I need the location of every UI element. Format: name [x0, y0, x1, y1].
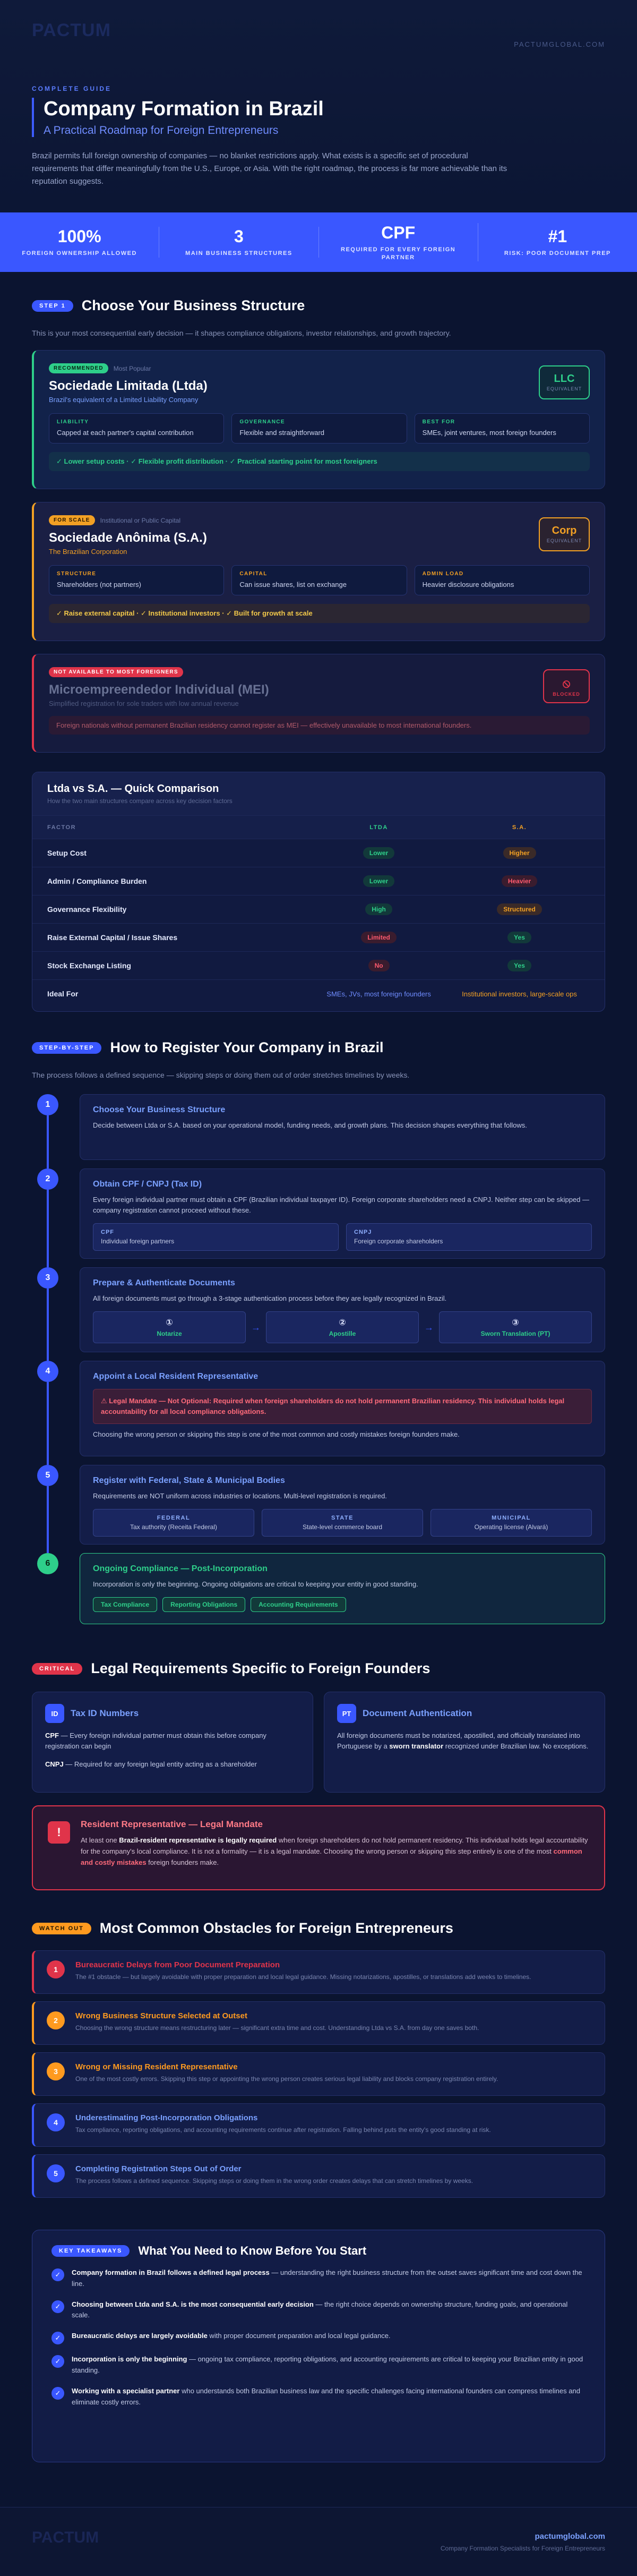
- structure-equivalent: The Brazilian Corporation: [49, 548, 127, 556]
- step-6: [32, 1553, 605, 1624]
- obstacle-number: 2: [47, 2011, 65, 2029]
- comparison-title: Ltda vs S.A. — Quick Comparison: [47, 783, 219, 795]
- step-5: [32, 1465, 605, 1545]
- footer-logo: PACTUM: [32, 2529, 99, 2546]
- table-cell: [449, 990, 590, 998]
- obstacle-desc: Choosing the wrong structure means restructuring later — significant extra time and cost. Understanding Ltda vs S.A. from day one saves both.: [75, 2024, 479, 2032]
- blocked-badge: [543, 669, 590, 703]
- stat: [0, 227, 159, 258]
- sub-value: Individual foreign partners: [101, 1238, 175, 1246]
- hero: [0, 0, 637, 212]
- section-title: Most Common Obstacles for Foreign Entrepreneurs: [99, 1920, 453, 1936]
- value-chip: SMEs, JVs, most foreign founders: [326, 990, 431, 998]
- check-icon: ✓: [51, 2332, 64, 2344]
- obstacle-list: [32, 1950, 605, 2198]
- arrow-right-icon: →: [424, 1321, 434, 1333]
- step-desc: Decide between Ltda or S.A. based on your operational model, funding needs, and growth plans. This decision shapes everything that follows.: [93, 1121, 527, 1129]
- factor-label: Governance Flexibility: [47, 905, 127, 914]
- obstacle-desc: One of the most costly errors. Skipping this step or appointing the wrong person creates serious legal liability and blocks company registration entirely.: [75, 2075, 498, 2083]
- check-icon: ✓: [51, 2268, 64, 2281]
- compliance-tag: Accounting Requirements: [251, 1597, 346, 1612]
- sa-card: [32, 502, 605, 641]
- stat-value: 3: [234, 227, 244, 246]
- municipal-box: [431, 1509, 592, 1537]
- sub-label: CNPJ: [354, 1229, 372, 1236]
- value-chip: No: [368, 960, 390, 971]
- section-title: Choose Your Business Structure: [81, 297, 305, 313]
- doc-text: recognized under Brazilian law. No exceptions.: [443, 1742, 589, 1751]
- obstacle-number: 4: [47, 2113, 65, 2131]
- mandate-text: when foreign shareholders do not hold permanent residency. This individual holds legal accountability for the company's local compliance. It is not a formality — it is a legal mandate. Choosing the wrong person or skipping this step entirely is one of the most: [81, 1836, 588, 1855]
- feature-label: GOVERNANCE: [239, 419, 286, 425]
- step-number: 4: [37, 1361, 58, 1382]
- step-2: [32, 1168, 605, 1259]
- step-desc: Incorporation is only the beginning. Ongoing obligations are critical to keeping your entity in good standing.: [93, 1580, 418, 1588]
- level-label: FEDERAL: [157, 1515, 191, 1522]
- obstacle-number: 1: [47, 1960, 65, 1978]
- takeaway-body: who understands both Brazilian business law and the specific challenges facing international founders can compress timelines and eliminate costly errors.: [72, 2386, 580, 2406]
- mandate-emphasis: Brazil-resident representative is legally required: [119, 1836, 277, 1844]
- level-label: MUNICIPAL: [492, 1515, 531, 1522]
- check-icon: ✓: [51, 2300, 64, 2313]
- step-desc: Choosing the wrong person or skipping this step is one of the most common and costly mistakes foreign founders make.: [93, 1430, 460, 1439]
- mei-card: [32, 654, 605, 753]
- badge-sub: EQUIVALENT: [546, 538, 582, 543]
- table-cell: [308, 932, 449, 943]
- stat-value: CPF: [381, 223, 416, 242]
- stat-value: 100%: [57, 227, 101, 246]
- takeaways-title: What You Need to Know Before You Start: [138, 2244, 367, 2257]
- notarize-stage: [93, 1311, 246, 1343]
- table-row: [32, 923, 605, 951]
- obstacle-title: Bureaucratic Delays from Poor Document Preparation: [75, 1960, 280, 1969]
- takeaway-text: [72, 2267, 586, 2290]
- timeline-line: [47, 1382, 49, 1465]
- takeaway-text: [72, 2386, 586, 2408]
- structure-equivalent: Brazil's equivalent of a Limited Liability Company: [49, 396, 199, 404]
- factor-label: Raise External Capital / Issue Shares: [47, 933, 178, 942]
- structure-name: Sociedade Anônima (S.A.): [49, 531, 207, 545]
- value-chip: Heavier: [502, 875, 537, 887]
- structure-section: [0, 272, 637, 1012]
- cnpj-box: [346, 1223, 592, 1251]
- mei-warning: Foreign nationals without permanent Brazilian residency cannot register as MEI — effectively unavailable to most international founders.: [49, 716, 590, 735]
- stat-value: #1: [548, 227, 567, 246]
- cnpj-term: CNPJ: [45, 1760, 64, 1769]
- feature-value: SMEs, joint ventures, most foreign founders: [422, 429, 556, 437]
- footer-tagline: Company Formation Specialists for Foreign Entrepreneurs: [440, 2545, 605, 2552]
- stat: [319, 223, 478, 262]
- cpf-term: CPF: [45, 1731, 59, 1739]
- level-value: Tax authority (Receita Federal): [130, 1523, 218, 1531]
- step-title: Appoint a Local Resident Representative: [93, 1372, 259, 1381]
- obstacle-desc: The #1 obstacle — but largely avoidable with proper preparation and local legal guidance. Missing notarizations, apostilles, or translations add weeks to timelines.: [75, 1973, 531, 1981]
- table-cell: [47, 905, 308, 914]
- takeaway-text: [72, 2299, 586, 2322]
- section-intro: This is your most consequential early decision — it shapes compliance obligations, investor relationships, and growth trajectory.: [32, 329, 451, 337]
- table-cell: [449, 903, 590, 915]
- stats-bar: [0, 212, 637, 272]
- watch-out-pill: WATCH OUT: [32, 1923, 91, 1934]
- step-desc: Requirements are NOT uniform across industries or locations. Multi-level registration is required.: [93, 1492, 387, 1500]
- mandate-text: At least one: [81, 1836, 119, 1844]
- takeaways-card: [32, 2230, 605, 2462]
- corp-badge: [539, 517, 590, 551]
- obstacle-item: [32, 2103, 605, 2147]
- value-chip: Higher: [503, 847, 536, 859]
- doc-emphasis: sworn translator: [389, 1742, 444, 1751]
- translation-stage: [439, 1311, 592, 1343]
- table-cell: [47, 933, 308, 942]
- stage-label: Sworn Translation (PT): [480, 1330, 550, 1338]
- intro-text: Brazil permits full foreign ownership of companies — no blanket restrictions apply. What exists is a specific set of procedural requirements that differ meaningfully from the U.S., Europe, or Asia. With the right roadmap, the process is far more achievable than its reputation suggests.: [32, 151, 507, 186]
- takeaway-emphasis: Working with a specialist partner: [72, 2386, 180, 2395]
- cnpj-desc: — Required for any foreign legal entity acting as a shareholder: [63, 1760, 257, 1769]
- value-chip: Limited: [361, 932, 397, 943]
- cpf-box: [93, 1223, 339, 1251]
- feature-value: Capped at each partner's capital contribution: [57, 429, 194, 437]
- timeline-line: [47, 1289, 49, 1361]
- stage-label: Apostille: [329, 1330, 356, 1338]
- takeaway-emphasis: Bureaucratic delays are largely avoidable: [72, 2332, 208, 2340]
- doc-text: All foreign documents must be notarized, apostilled, and officially translated into Portuguese by a: [337, 1731, 580, 1751]
- feature-label: LIABILITY: [57, 419, 89, 425]
- obstacle-title: Wrong or Missing Resident Representative: [75, 2062, 238, 2071]
- table-cell: [47, 877, 308, 885]
- factor-label: Ideal For: [47, 990, 79, 998]
- apostille-stage: [266, 1311, 419, 1343]
- level-value: State-level commerce board: [302, 1523, 383, 1531]
- badge-sub: EQUIVALENT: [546, 386, 582, 391]
- obstacle-item: [32, 1950, 605, 1994]
- structure-name: Sociedade Limitada (Ltda): [49, 379, 208, 393]
- feature-box: [415, 413, 590, 443]
- stat-label: FOREIGN OWNERSHIP ALLOWED: [22, 250, 137, 257]
- blocked-icon: ⦸: [562, 677, 571, 690]
- table-cell: [308, 847, 449, 859]
- obstacle-item: [32, 2154, 605, 2198]
- tax-id-card: [32, 1692, 313, 1793]
- obstacles-section: [0, 1890, 637, 2198]
- step-3: [32, 1267, 605, 1352]
- step-desc: Every foreign individual partner must obtain a CPF (Brazilian individual taxpayer ID). Foreign corporate shareholders need a CNPJ. Neither step can be skipped — company registration cannot proceed without these.: [93, 1196, 590, 1215]
- stat-label: REQUIRED FOR EVERY FOREIGN PARTNER: [341, 246, 456, 261]
- translation-icon: PT: [337, 1704, 356, 1723]
- factor-label: Admin / Compliance Burden: [47, 877, 147, 885]
- section-intro: The process follows a defined sequence — skipping steps or doing them out of order stretches timelines by weeks.: [32, 1071, 410, 1079]
- table-header-row: [32, 815, 605, 839]
- badge-sub: BLOCKED: [553, 692, 580, 697]
- obstacle-desc: Tax compliance, reporting obligations, and accounting requirements continue after registration. Falling behind puts the entity's good standing at risk.: [75, 2126, 491, 2134]
- value-chip: Institutional investors, large-scale ops: [462, 990, 577, 998]
- unavailable-tag: NOT AVAILABLE TO MOST FOREIGNERS: [49, 667, 183, 677]
- alert-icon: !: [48, 1821, 70, 1844]
- table-cell: [449, 960, 590, 971]
- feature-label: BEST FOR: [422, 419, 455, 425]
- obstacle-title: Completing Registration Steps Out of Order: [75, 2164, 242, 2173]
- takeaways-pill: KEY TAKEAWAYS: [51, 2245, 130, 2257]
- benefit-checks: ✓ Raise external capital · ✓ Institutional investors · ✓ Built for growth at scale: [49, 604, 590, 623]
- site-url[interactable]: PACTUMGLOBAL.COM: [514, 40, 605, 48]
- takeaway-item: [51, 2386, 586, 2408]
- takeaways-section: [0, 2205, 637, 2462]
- obstacle-title: Wrong Business Structure Selected at Outset: [75, 2011, 247, 2020]
- feature-value: Heavier disclosure obligations: [422, 581, 514, 588]
- brand-logo: PACTUM: [32, 20, 111, 40]
- table-cell: [47, 961, 308, 970]
- check-icon: ✓: [51, 2387, 64, 2400]
- tag-note: Institutional or Public Capital: [100, 516, 181, 524]
- comparison-subtitle: How the two main structures compare across key decision factors: [47, 797, 233, 805]
- feature-value: Can issue shares, list on exchange: [239, 581, 347, 588]
- card-title: Document Authentication: [363, 1708, 472, 1718]
- legal-mandate-alert: ⚠ Legal Mandate — Not Optional: Required when foreign shareholders do not hold permanent Brazilian residency. This individual holds legal accountability for all local compliance obligations.: [93, 1389, 592, 1424]
- llc-badge: [539, 365, 590, 399]
- step-desc: All foreign documents must go through a 3-stage authentication process before they are legally recognized in Brazil.: [93, 1294, 447, 1302]
- badge-text: Corp: [552, 525, 577, 536]
- scale-tag: FOR SCALE: [49, 515, 95, 525]
- table-row: [32, 979, 605, 1008]
- feature-label: ADMIN LOAD: [422, 571, 464, 577]
- step-title: Obtain CPF / CNPJ (Tax ID): [93, 1180, 202, 1189]
- compliance-tag: Tax Compliance: [93, 1597, 157, 1612]
- obstacle-item: [32, 2052, 605, 2096]
- tag-note: Most Popular: [113, 364, 151, 372]
- legal-section: [0, 1633, 637, 1890]
- value-chip: Yes: [507, 932, 531, 943]
- takeaway-item: [51, 2331, 586, 2344]
- table-cell: [449, 875, 590, 887]
- table-row: [32, 867, 605, 895]
- arrow-right-icon: →: [251, 1321, 261, 1333]
- structure-equivalent: Simplified registration for sole traders with low annual revenue: [49, 700, 239, 707]
- value-chip: Lower: [363, 847, 394, 859]
- steps-list: [32, 1094, 605, 1624]
- structure-name: Microempreendedor Individual (MEI): [49, 683, 269, 697]
- value-chip: Yes: [507, 960, 531, 971]
- step-title: Choose Your Business Structure: [93, 1105, 226, 1114]
- sub-value: Foreign corporate shareholders: [354, 1238, 443, 1246]
- feature-label: CAPITAL: [239, 571, 268, 577]
- obstacle-title: Underestimating Post-Incorporation Obligations: [75, 2113, 258, 2122]
- level-value: Operating license (Alvará): [474, 1523, 548, 1531]
- document-auth-card: [324, 1692, 605, 1793]
- table-cell: [308, 990, 449, 998]
- takeaway-body: with proper document preparation and local legal guidance.: [207, 2332, 391, 2340]
- step-number: 3: [37, 1267, 58, 1289]
- step-1: [32, 1094, 605, 1160]
- step-number: 5: [37, 1465, 58, 1486]
- step-4: [32, 1361, 605, 1456]
- step-number: 1: [37, 1094, 58, 1115]
- stage-number: ②: [339, 1318, 346, 1328]
- takeaway-body: — ongoing tax compliance, reporting obligations, and accounting requirements are critical to keeping your Brazilian entity in good standing.: [72, 2355, 583, 2374]
- factor-label: Stock Exchange Listing: [47, 961, 131, 970]
- critical-pill: CRITICAL: [32, 1663, 82, 1675]
- step-title: Ongoing Compliance — Post-Incorporation: [93, 1564, 268, 1573]
- step-number: 6: [37, 1553, 58, 1574]
- feature-box: [231, 565, 407, 595]
- column-header: S.A.: [512, 824, 527, 831]
- step-title: Prepare & Authenticate Documents: [93, 1278, 235, 1287]
- id-icon: ID: [45, 1704, 64, 1723]
- step-number: 2: [37, 1168, 58, 1190]
- obstacle-item: [32, 2001, 605, 2045]
- check-icon: ✓: [51, 2355, 64, 2368]
- obstacle-desc: The process follows a defined sequence. Skipping steps or doing them in the wrong order creates delays that can stretch timelines by weeks.: [75, 2177, 474, 2185]
- state-box: [262, 1509, 423, 1537]
- feature-label: STRUCTURE: [57, 571, 97, 577]
- compliance-tag: Reporting Obligations: [162, 1597, 245, 1612]
- takeaway-emphasis: Company formation in Brazil follows a defined legal process: [72, 2268, 270, 2276]
- column-header: LTDA: [369, 824, 388, 831]
- table-cell: [449, 847, 590, 859]
- takeaway-text: [72, 2331, 391, 2344]
- stat: [478, 227, 637, 258]
- feature-box: [415, 565, 590, 595]
- takeaway-emphasis: Incorporation is only the beginning: [72, 2355, 187, 2364]
- card-title: Tax ID Numbers: [71, 1708, 139, 1718]
- table-row: [32, 951, 605, 979]
- section-title: Legal Requirements Specific to Foreign Founders: [91, 1660, 431, 1676]
- page-subtitle: A Practical Roadmap for Foreign Entrepreneurs: [44, 124, 279, 137]
- register-section: [0, 1012, 637, 1624]
- table-row: [32, 839, 605, 867]
- stat-label: MAIN BUSINESS STRUCTURES: [185, 250, 292, 257]
- step-pill: STEP-BY-STEP: [32, 1042, 101, 1054]
- level-label: STATE: [331, 1515, 354, 1522]
- benefit-checks: ✓ Lower setup costs · ✓ Flexible profit distribution · ✓ Practical starting point for most foreigners: [49, 452, 590, 471]
- takeaway-item: [51, 2299, 586, 2322]
- table-cell: [308, 960, 449, 971]
- footer-site-link[interactable]: pactumglobal.com: [535, 2532, 605, 2541]
- stage-number: ①: [166, 1318, 173, 1328]
- value-chip: Structured: [497, 903, 542, 915]
- takeaway-item: [51, 2354, 586, 2376]
- mandate-text: foreign founders make.: [146, 1858, 219, 1866]
- stat: [159, 227, 318, 258]
- timeline-line: [47, 1486, 49, 1553]
- feature-value: Shareholders (not partners): [57, 581, 141, 588]
- timeline-line: [47, 1115, 49, 1168]
- mandate-title: Resident Representative — Legal Mandate: [81, 1819, 263, 1829]
- table-cell: [47, 990, 308, 998]
- feature-box: [49, 413, 224, 443]
- timeline-line: [47, 1190, 49, 1267]
- column-header: FACTOR: [47, 824, 76, 831]
- cpf-desc: — Every foreign individual partner must obtain this before company registration can begin: [45, 1731, 266, 1751]
- takeaway-text: [72, 2354, 586, 2376]
- factor-label: Setup Cost: [47, 849, 87, 857]
- badge-text: LLC: [554, 373, 575, 385]
- obstacle-number: 3: [47, 2062, 65, 2080]
- value-chip: High: [365, 903, 392, 915]
- resident-mandate-card: [32, 1805, 605, 1890]
- feature-box: [49, 565, 224, 595]
- section-title: How to Register Your Company in Brazil: [110, 1039, 384, 1055]
- obstacle-number: 5: [47, 2164, 65, 2182]
- stage-number: ③: [512, 1318, 519, 1328]
- sub-label: CPF: [101, 1229, 114, 1236]
- eyebrow: COMPLETE GUIDE: [32, 85, 112, 92]
- comparison-table: [32, 772, 605, 1012]
- footer: [0, 2507, 637, 2576]
- feature-box: [231, 413, 407, 443]
- table-cell: [47, 849, 308, 857]
- table-cell: [449, 932, 590, 943]
- takeaway-item: [51, 2267, 586, 2290]
- federal-box: [93, 1509, 254, 1537]
- table-cell: [308, 903, 449, 915]
- title-block: [32, 98, 605, 137]
- recommended-tag: RECOMMENDED: [49, 363, 108, 373]
- takeaway-body: — the right choice depends on ownership structure, funding goals, and operational scale.: [72, 2300, 568, 2319]
- ltda-card: [32, 350, 605, 489]
- table-cell: [308, 875, 449, 887]
- stat-label: RISK: POOR DOCUMENT PREP: [504, 250, 611, 257]
- takeaway-body: — understanding the right business structure from the outset saves significant time and cost down the line.: [72, 2268, 582, 2288]
- takeaway-emphasis: Choosing between Ltda and S.A. is the most consequential early decision: [72, 2300, 314, 2308]
- mandate-warning: common and costly mistakes: [81, 1847, 582, 1866]
- step-title: Register with Federal, State & Municipal Bodies: [93, 1476, 285, 1485]
- page-title: Company Formation in Brazil: [44, 98, 324, 120]
- table-row: [32, 895, 605, 923]
- feature-value: Flexible and straightforward: [239, 429, 325, 437]
- stage-label: Notarize: [157, 1330, 182, 1338]
- step-pill: STEP 1: [32, 300, 73, 312]
- value-chip: Lower: [363, 875, 394, 887]
